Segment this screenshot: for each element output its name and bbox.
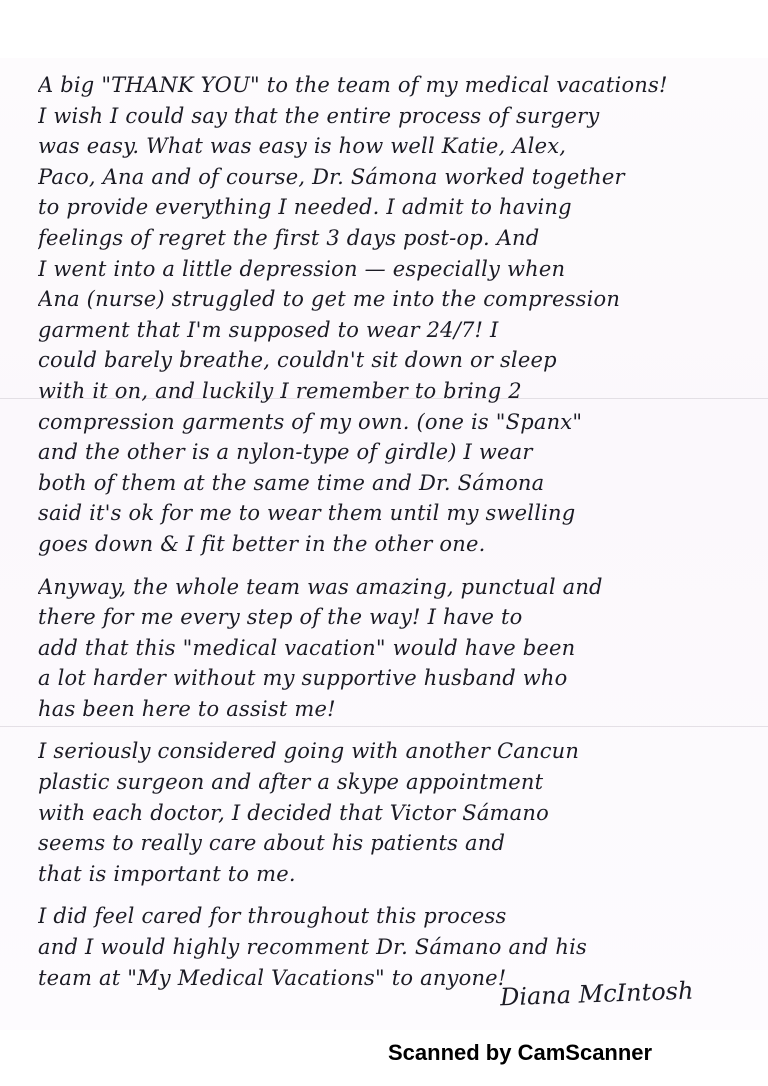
letter-line: I did feel cared for throughout this process — [38, 904, 507, 929]
letter-line: and I would highly recomment Dr. Sámano and his — [38, 935, 588, 960]
letter-line: I seriously considered going with another Cancun — [38, 739, 580, 764]
letter-line: with each doctor, I decided that Victor Sámano — [38, 800, 549, 825]
top-margin — [0, 0, 768, 58]
handwritten-letter — [38, 70, 738, 993]
letter-line: add that this "medical vacation" would have been — [38, 635, 576, 660]
letter-line: garment that I'm supposed to wear 24/7! I — [38, 317, 499, 342]
letter-line: seems to really care about his patients and — [38, 831, 506, 856]
paragraph-gap — [38, 724, 738, 736]
paragraph-2 — [38, 572, 738, 725]
letter-line: Paco, Ana and of course, Dr. Sámona worked together — [38, 164, 625, 189]
paragraph-3 — [38, 736, 738, 889]
paragraph-gap — [38, 889, 738, 901]
letter-line: A big "THANK YOU" to the team of my medical vacations! — [38, 73, 668, 97]
footer — [0, 1030, 768, 1086]
letter-line: to provide everything I needed. I admit to having — [38, 195, 572, 220]
paragraph-gap — [38, 560, 738, 572]
letter-line: I wish I could say that the entire process of surgery — [38, 103, 600, 128]
letter-line: could barely breathe, couldn't sit down or sleep — [38, 348, 557, 373]
letter-line: plastic surgeon and after a skype appointment — [38, 770, 544, 795]
letter-line: that is important to me. — [38, 861, 296, 886]
letter-line: I went into a little depression — especially when — [38, 256, 566, 281]
letter-line: and the other is a nylon-type of girdle) I wear — [38, 440, 533, 465]
letter-line: has been here to assist me! — [38, 696, 336, 721]
letter-line: said it's ok for me to wear them until my swelling — [38, 501, 576, 526]
letter-line: both of them at the same time and Dr. Sámona — [38, 470, 545, 495]
signature: Diana McIntosh — [499, 976, 694, 1012]
letter-line: a lot harder without my supportive husband who — [38, 666, 568, 691]
paragraph-1 — [38, 70, 738, 560]
letter-line: compression garments of my own. (one is "Spanx" — [38, 409, 583, 434]
letter-line: feelings of regret the first 3 days post-op. And — [38, 225, 540, 250]
letter-line: goes down & I fit better in the other one. — [38, 531, 486, 556]
letter-line: team at "My Medical Vacations" to anyone! — [38, 965, 507, 990]
letter-line: with it on, and luckily I remember to bring 2 — [38, 378, 522, 403]
letter-line: was easy. What was easy is how well Katie, Alex, — [38, 134, 567, 159]
letter-line: there for me every step of the way! I have to — [38, 605, 523, 630]
scanner-watermark: Scanned by CamScanner — [388, 1040, 653, 1065]
letter-line: Ana (nurse) struggled to get me into the compression — [38, 287, 621, 312]
letter-line: Anyway, the whole team was amazing, punctual and — [38, 574, 603, 599]
